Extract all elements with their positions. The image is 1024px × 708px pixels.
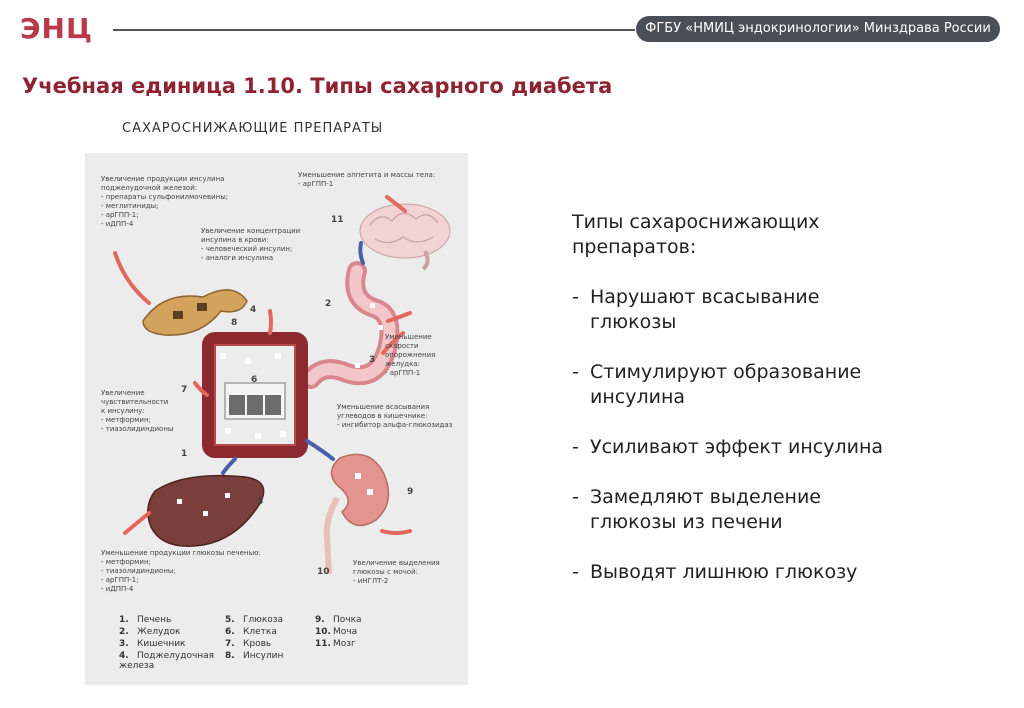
stomach-icon: [311, 271, 389, 379]
brain-icon: [360, 204, 450, 269]
label-stomach-effect: Уменьшение скорости опорожнения желудка: - арГПП-1: [385, 333, 436, 377]
legend-item: 4. Поджелудочная железа: [119, 651, 215, 671]
number-6: 6: [251, 375, 258, 385]
kidney-icon: [327, 454, 389, 574]
number-3: 3: [369, 355, 376, 365]
legend-item: 2. Желудок: [119, 627, 181, 637]
liver-icon: [148, 476, 264, 547]
organization-badge: ФГБУ «НМИЦ эндокринологии» Минздрава России: [636, 16, 1000, 42]
diabetes-drugs-figure: [85, 153, 468, 685]
legend-item: 6. Клетка: [225, 627, 277, 637]
legend-item: 7. Кровь: [225, 639, 272, 649]
number-7: 7: [181, 385, 188, 395]
number-2: 2: [325, 299, 332, 309]
page-title: Учебная единица 1.10. Типы сахарного диабета: [22, 74, 613, 98]
number-5: 5: [257, 497, 264, 507]
legend-item: 11. Мозг: [315, 639, 356, 649]
header-divider: [113, 29, 635, 31]
number-11: 11: [331, 215, 344, 225]
label-sensitivity-effect: Увеличение чувствительности к инсулину: - метформин; - тиазолидиндионы: [101, 389, 174, 433]
label-brain-effect: Уменьшение аппетита и массы тела: - арГПП-1: [298, 171, 436, 188]
legend-item: 1. Печень: [119, 615, 172, 625]
bullet-item: - Выводят лишнюю глюкозу: [572, 561, 858, 583]
number-8: 8: [231, 318, 238, 328]
number-9: 9: [407, 487, 414, 497]
legend-item: 3. Кишечник: [119, 639, 186, 649]
legend-item: 9. Почка: [315, 615, 362, 625]
number-1: 1: [181, 449, 188, 459]
bullet-item: - Нарушают всасывание глюкозы: [572, 286, 820, 333]
number-10: 10: [317, 567, 330, 577]
label-pancreas-effect: Увеличение продукции инсулина поджелудочной железой: - препараты сульфонилмочевины; - меглитиниды; - арГПП-1; - иДПП-4: [101, 175, 229, 228]
drug-types-text: [572, 210, 1002, 610]
legend-item: 8. Инсулин: [225, 651, 284, 661]
bullet-item: - Усиливают эффект инсулина: [572, 436, 884, 458]
label-intestine-effect: Уменьшение всасывания углеводов в кишечнике: - ингибитор альфа-глюкозидаз: [337, 403, 453, 429]
bullet-item: - Стимулируют образование инсулина: [572, 361, 862, 408]
pancreas-icon: [143, 290, 247, 335]
number-4: 4: [250, 305, 257, 315]
label-kidney-effect: Увеличение выделения глюкозы с мочой: - иНГЛТ-2: [353, 559, 440, 585]
logo: ЭНЦ: [20, 12, 93, 45]
figure-heading: САХАРОСНИЖАЮЩИЕ ПРЕПАРАТЫ: [122, 121, 384, 136]
legend-item: 10. Моча: [315, 627, 358, 637]
label-insulin-effect: Увеличение концентрации инсулина в крови: - человеческий инсулин; - аналоги инсулина: [201, 227, 301, 262]
label-liver-effect: Уменьшение продукции глюкозы печенью: - метформин; - тиазолидиндионы; - арГПП-1; - иДПП-4: [101, 549, 261, 593]
legend-item: 5. Глюкоза: [225, 615, 284, 625]
drug-types-intro: Типы сахароснижающих препаратов:: [572, 211, 820, 258]
bullet-item: - Замедляют выделение глюкозы из печени: [572, 486, 821, 533]
blood-vessel-icon: [209, 339, 301, 451]
